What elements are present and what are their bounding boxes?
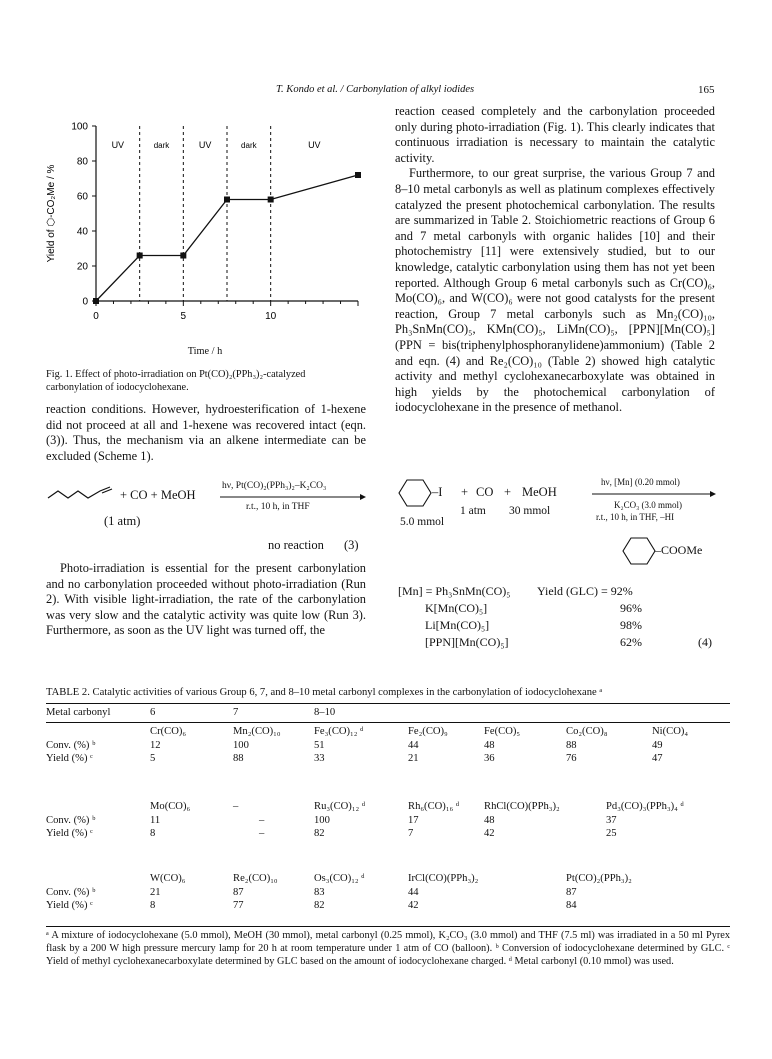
eq4-mn-3: Li[Mn(CO)₅]	[425, 618, 490, 632]
left-paragraph-2: Photo-irradiation is essential for the present carbonylation and no carbonylation proceeded without photo-irradiation (Run 2). With visible light-irradiation, the rate of the carbonylation was very slow and the catalytic activity was quite low (Run 3). Furthermore, as soon as the UV light was turned off, the	[46, 561, 366, 638]
y-tick-label: 0	[82, 296, 88, 308]
table2-yield-label: Yield (%) ᶜ	[46, 828, 93, 839]
y-tick-label: 80	[76, 156, 88, 168]
table2-yield-value: 77	[233, 900, 244, 911]
table2-conv-value: 100	[314, 815, 330, 826]
y-tick-label: 40	[76, 226, 88, 238]
data-point	[180, 253, 186, 259]
phase-label: dark	[153, 141, 170, 150]
table2-metal-name: IrCl(CO)(PPh₃)₂	[408, 873, 479, 884]
table2-metal-name: –	[233, 801, 239, 812]
table2-conv-value: 88	[566, 740, 577, 751]
phase-label: UV	[111, 140, 125, 150]
table2-header-metal: Metal carbonyl	[46, 707, 111, 718]
eq4-conditions-bottom: r.t., 10 h, in THF, –HI	[596, 512, 675, 522]
table2-header-group6: 6	[150, 707, 156, 718]
eq4-meoh: MeOH	[522, 485, 557, 499]
table2-yield-value: 33	[314, 753, 325, 764]
eq3-co-note: (1 atm)	[104, 514, 141, 528]
table2-yield-value: 47	[652, 753, 663, 764]
table2-metal-name: Ni(CO)₄	[652, 726, 689, 737]
table2-yield-value: 76	[566, 753, 577, 764]
table2-yield-value: 36	[484, 753, 495, 764]
table2-conv-value: 17	[408, 815, 419, 826]
plot-area	[46, 122, 361, 323]
figure-caption: Fig. 1. Effect of photo-irradiation on Pt(CO)₂(PPh₃)₂-catalyzed carbonylation of iodocyclohexane.	[46, 369, 306, 393]
eq4-mn-4: [PPN][Mn(CO)₅]	[425, 635, 509, 649]
table2-metal-name: Fe(CO)₅	[484, 726, 521, 737]
table2-conv-label: Conv. (%) ᵇ	[46, 887, 96, 898]
eq4-mn-2: K[Mn(CO)₅]	[425, 601, 488, 615]
eq4-mn-1: [Mn] = Ph₃SnMn(CO)₅	[398, 584, 511, 598]
eq4-results	[398, 583, 718, 651]
eq4-yield-3: 98%	[620, 618, 642, 632]
table2-metal-name: RhCl(CO)(PPh₃)₂	[484, 801, 560, 812]
left-paragraph-1: reaction conditions. However, hydroesterification of 1-hexene did not proceed at all and 1-hexene was recovered intact (eqn. (3)). Thus, the mechanism via an alkene intermediate can be excluded (Scheme 1).	[46, 402, 366, 463]
eq3-conditions-top: hν, Pt(CO)₂(PPh₃)₂–K₂CO₃	[222, 481, 327, 491]
data-point	[93, 298, 99, 304]
data-point	[268, 197, 274, 203]
eq4-conditions-mid: K₂CO₃ (3.0 mmol)	[614, 500, 683, 510]
eq4-substrate-amount: 5.0 mmol	[400, 516, 445, 528]
table2-conv-label: Conv. (%) ᵇ	[46, 740, 96, 751]
table2-conv-value: 12	[150, 740, 161, 751]
data-point	[355, 172, 361, 178]
table2-metal-name: Cr(CO)₆	[150, 726, 187, 737]
table2-metal-name: Rh₆(CO)₁₆ ᵈ	[408, 801, 460, 812]
table2-conv-value: 87	[566, 887, 577, 898]
table2-conv-value: 49	[652, 740, 663, 751]
table2-metal-name: Fe₃(CO)₁₂ ᵈ	[314, 726, 364, 737]
eq3-number: (3)	[344, 538, 359, 552]
table2-conv-value: 48	[484, 815, 495, 826]
table2-yield-value: 7	[408, 828, 414, 839]
table2-metal-name: Mo(CO)₆	[150, 801, 191, 812]
eq4-arrow	[592, 489, 716, 499]
table2-conv-value: 37	[606, 815, 617, 826]
table2-conv-value: 83	[314, 887, 325, 898]
table2-yield-value: –	[259, 828, 265, 839]
x-tick-label: 5	[180, 311, 187, 322]
eq3-arrow	[220, 492, 366, 502]
eq4-plus-1: +	[461, 485, 469, 499]
table2-yield-value: 42	[484, 828, 495, 839]
table2-conv-value: 44	[408, 740, 419, 751]
table2-conv-value: –	[259, 815, 265, 826]
product-cyclohexane-ring-icon	[622, 536, 656, 566]
eq4-co: CO	[476, 485, 494, 499]
table2-conv-value: 21	[150, 887, 161, 898]
table2-conv-value: 44	[408, 887, 419, 898]
x-tick-label: 10	[265, 311, 277, 322]
eq3-conditions-bottom: r.t., 10 h, in THF	[246, 502, 310, 512]
table2-metal-name: Mn₂(CO)₁₀	[233, 726, 281, 737]
data-point	[137, 253, 143, 259]
table2-yield-value: 21	[408, 753, 419, 764]
table2	[46, 703, 730, 928]
eq4-conditions-top: hν, [Mn] (0.20 mmol)	[601, 477, 680, 487]
table2-header-group8-10: 8–10	[314, 707, 336, 718]
table2-title: TABLE 2. Catalytic activities of various Group 6, 7, and 8–10 metal carbonyl complexes in the carbonylation of iodocyclohexane ᵃ	[46, 687, 603, 698]
table2-yield-value: 82	[314, 900, 325, 911]
table2-conv-value: 11	[150, 815, 161, 826]
table2-yield-label: Yield (%) ᶜ	[46, 900, 93, 911]
eq4-yield-1: Yield (GLC) = 92%	[537, 584, 633, 598]
y-tick-label: 100	[71, 121, 88, 133]
table2-metal-name: Os₃(CO)₁₂ ᵈ	[314, 873, 365, 884]
y-axis-label: Yield of ⬡-CO₂Me / %	[46, 164, 57, 263]
eq3-result: no reaction	[268, 538, 324, 552]
table2-yield-value: 88	[233, 753, 244, 764]
table2-yield-value: 25	[606, 828, 617, 839]
table2-yield-value: 5	[150, 753, 156, 764]
eq4-iodide: –I	[432, 485, 443, 499]
table2-yield-value: 8	[150, 828, 156, 839]
eq4-plus-2: +	[504, 485, 512, 499]
y-tick-label: 20	[76, 261, 88, 273]
table2-conv-value: 51	[314, 740, 325, 751]
eq4-product: –COOMe	[655, 543, 703, 557]
eq4-number: (4)	[698, 635, 712, 649]
table2-metal-name: Co₂(CO)₈	[566, 726, 608, 737]
eq4-yield-4: 62%	[620, 635, 642, 649]
table2-metal-name: Re₂(CO)₁₀	[233, 873, 278, 884]
table2-metal-name: Ru₃(CO)₁₂ ᵈ	[314, 801, 366, 812]
data-point	[224, 197, 230, 203]
table2-metal-name: Pd₃(CO)₃(PPh₃)₄ ᵈ	[606, 801, 684, 812]
table2-yield-label: Yield (%) ᶜ	[46, 753, 93, 764]
table2-metal-name: W(CO)₆	[150, 873, 186, 884]
x-axis-label: Time / h	[187, 346, 223, 357]
phase-label: UV	[308, 140, 321, 150]
phase-label: UV	[198, 140, 212, 150]
table2-yield-value: 42	[408, 900, 419, 911]
phase-label: dark	[241, 141, 257, 150]
right-paragraph-1: reaction ceased completely and the carbonylation proceeded only during photo-irradiation (Fig. 1). This clearly indicates that continuous irradiation is necessary to maintain the catalytic activity.	[395, 104, 715, 165]
y-tick-label: 60	[76, 191, 88, 203]
right-paragraph-2: Furthermore, to our great surprise, the various Group 7 and 8–10 metal carbonyls as well as platinum complexes effectively catalyzed the present photochemical carbonylation. The results are summarized in Table 2. Stoichiometric reactions of Group 6 and 7 metal carbonyls with organic halides [10] and their photochemistry [11] were extensively studied, but to our knowledge, catalytic carbonylation using them has not yet been reported. Although Group 6 metal carbonyls such as Cr(CO)₆, Mo(CO)₆, and W(CO)₆ were not good catalysts for the present reaction, Group 7 metal carbonyls such as Mn₂(CO)₁₀, Ph₃SnMn(CO)₅, KMn(CO)₅, LiMn(CO)₅, [PPN][Mn(CO)₅] (PPN = bis(triphenylphosphoranylidene)ammonium) (Table 2 and eqn. (4) and Re₂(CO)₁₀ (Table 2) showed high catalytic activity and methyl cyclohexanecarboxylate was obtained in high yields by the photochemical carbonylation of iodocyclohexane in the presence of methanol.	[395, 166, 715, 415]
table2-footnote: ᵃ A mixture of iodocyclohexane (5.0 mmol), MeOH (30 mmol), metal carbonyl (0.25 mmol), K₂CO₃ (3.0 mmol) and THF (7.5 ml) was irradiated in a 50 ml Pyrex flask by a 200 W high pressure mercury lamp for 20 h at room temperature under 1 atm of CO (balloon). ᵇ Conversion of iodocyclohexane determined by GLC. ᶜ Yield of methyl cyclohexanecarboxylate determined by GLC based on the amount of iodocyclohexane charged. ᵈ Metal carbonyl (0.10 mmol) was used.	[46, 930, 730, 968]
table2-yield-value: 8	[150, 900, 156, 911]
running-title: T. Kondo et al. / Carbonylation of alkyl iodides	[276, 84, 475, 95]
table2-yield-value: 84	[566, 900, 577, 911]
eq4-co-amount: 1 atm	[460, 505, 486, 517]
x-tick-label: 0	[93, 311, 99, 322]
eq4-meoh-amount: 30 mmol	[509, 505, 551, 517]
table2-metal-name: Fe₂(CO)₉	[408, 726, 448, 737]
eq4-yield-2: 96%	[620, 601, 642, 615]
table2-conv-value: 100	[233, 740, 249, 751]
table2-yield-value: 82	[314, 828, 325, 839]
table2-metal-name: Pt(CO)₂(PPh₃)₂	[566, 873, 632, 884]
eq3-hexene-structure	[46, 484, 116, 504]
cyclohexane-ring-icon	[398, 478, 432, 508]
table2-conv-value: 48	[484, 740, 495, 751]
eq3-reactants: + CO + MeOH	[120, 488, 196, 502]
table2-header-group7: 7	[233, 707, 239, 718]
table2-conv-value: 87	[233, 887, 244, 898]
page-number: 165	[698, 84, 715, 96]
table2-conv-label: Conv. (%) ᵇ	[46, 815, 96, 826]
figure-1-chart	[40, 118, 370, 358]
